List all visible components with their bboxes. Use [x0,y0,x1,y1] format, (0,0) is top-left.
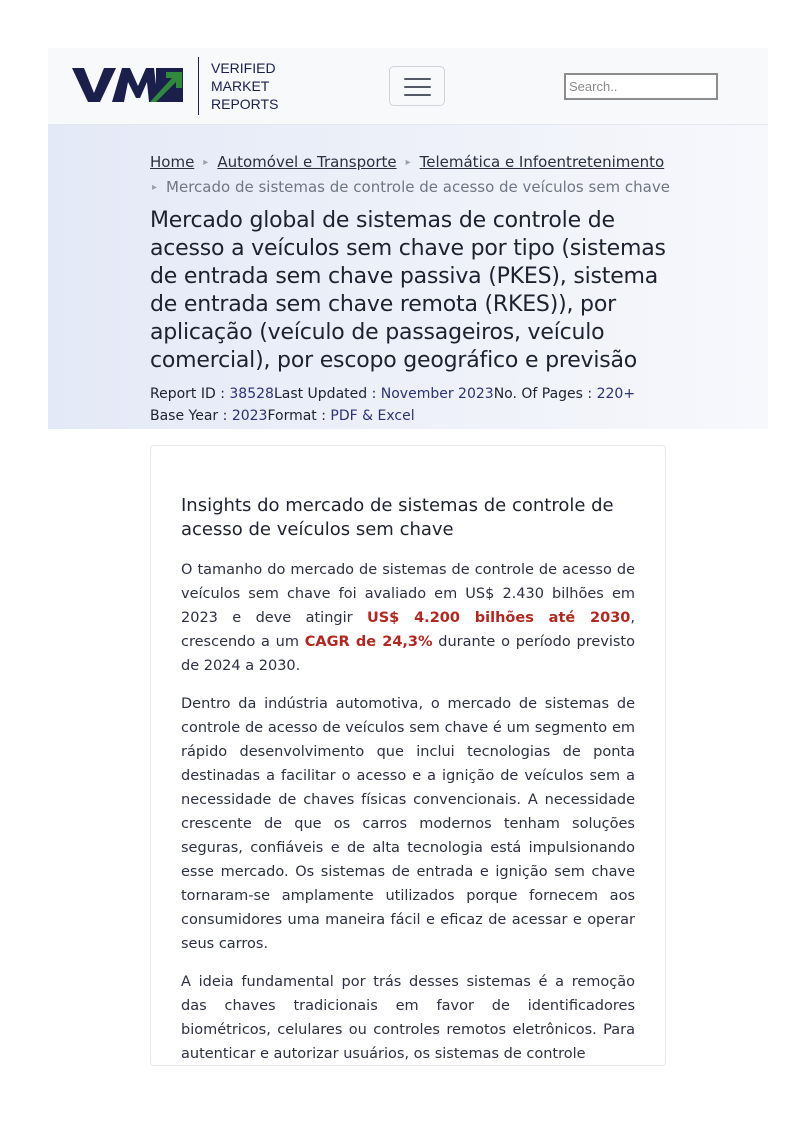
insights-card [150,445,666,1066]
insights-heading: Insights do mercado de sistemas de controle de acesso de veículos sem chave [181,495,614,540]
page-title: Mercado global de sistemas de controle de acesso a veículos sem chave por tipo (sistemas de entrada sem chave passiva (PKES), sistema de entrada sem chave remota (RKES)), por aplicação (veículo de passageiros, veículo comercial), por escopo geográfico e previsão [150,208,666,373]
logo-line-1: VERIFIED [211,60,276,76]
logo-wordmark [211,59,301,113]
p1-text-b: , crescendo a um [181,610,636,650]
insights-body [181,558,635,1066]
search-input[interactable] [564,73,718,100]
vmr-logo-mark [72,64,187,108]
breadcrumb-home[interactable]: Home [150,153,195,171]
logo-line-2: MARKET [211,78,270,94]
logo-line-3: REPORTS [211,96,279,112]
site-header [48,48,768,125]
vmr-logo[interactable] [72,64,187,108]
pages-value: 220+ [596,386,636,402]
market-forecast-highlight: US$ 4.200 bilhões até 2030 [366,610,631,626]
meta-line-1 [150,383,670,405]
p1-text-c: durante o período previsto de 2024 a 2030. [181,634,635,674]
last-updated-value: November 2023 [380,386,494,402]
format-value: PDF & Excel [330,408,415,424]
last-updated-label: Last Updated : [273,386,381,402]
breadcrumb [150,150,670,200]
breadcrumb-current: Mercado de sistemas de controle de acesso de veículos sem chave [166,178,670,196]
logo-divider [198,57,199,115]
cagr-highlight: CAGR de 24,3% [304,634,433,650]
chevron-right-icon: ▸ [405,157,411,168]
insights-paragraph-2: Dentro da indústria automotiva, o mercado de sistemas de controle de acesso de veículos sem chave é um segmento em rápido desenvolvimento que inclui tecnologias de ponta destinadas a facilitar o acesso e a ignição de veículos sem a necessidade de chaves físicas convencionais. A necessidade crescente de que os carros modernos tenham soluções seguras, confiáveis e de alta tecnologia está impulsionando esse mercado. Os sistemas de entrada e ignição sem chave tornaram-se amplamente utilizados porque fornecem aos consumidores uma maneira fácil e eficaz de acessar e operar seus carros. [181,696,635,952]
meta-line-2 [150,405,670,427]
breadcrumb-telematics[interactable]: Telemática e Infoentretenimento [419,153,665,171]
chevron-right-icon: ▸ [152,182,158,193]
pages-label: No. Of Pages : [493,386,597,402]
report-id-value: 38528 [229,386,274,402]
format-label: Format : [267,408,331,424]
base-year-label: Base Year : [150,408,232,424]
base-year-value: 2023 [231,408,268,424]
menu-toggle-button[interactable] [389,66,445,106]
report-id-label: Report ID : [150,386,230,402]
breadcrumb-automotive[interactable]: Automóvel e Transporte [217,153,397,171]
insights-paragraph-3: A ideia fundamental por trás desses sistemas é a remoção das chaves tradicionais em favor de identificadores biométricos, celulares ou controles remotos eletrônicos. Para autenticar e autorizar usuários, os sistemas de controle [181,974,635,1062]
insights-paragraph-1 [181,558,635,678]
report-meta [150,383,670,427]
report-hero [48,125,768,429]
chevron-right-icon: ▸ [203,157,209,168]
p1-text-a: O tamanho do mercado de sistemas de controle de acesso de veículos sem chave foi avaliado em US$ 2.430 bilhões em 2023 e deve atingir [181,562,635,626]
